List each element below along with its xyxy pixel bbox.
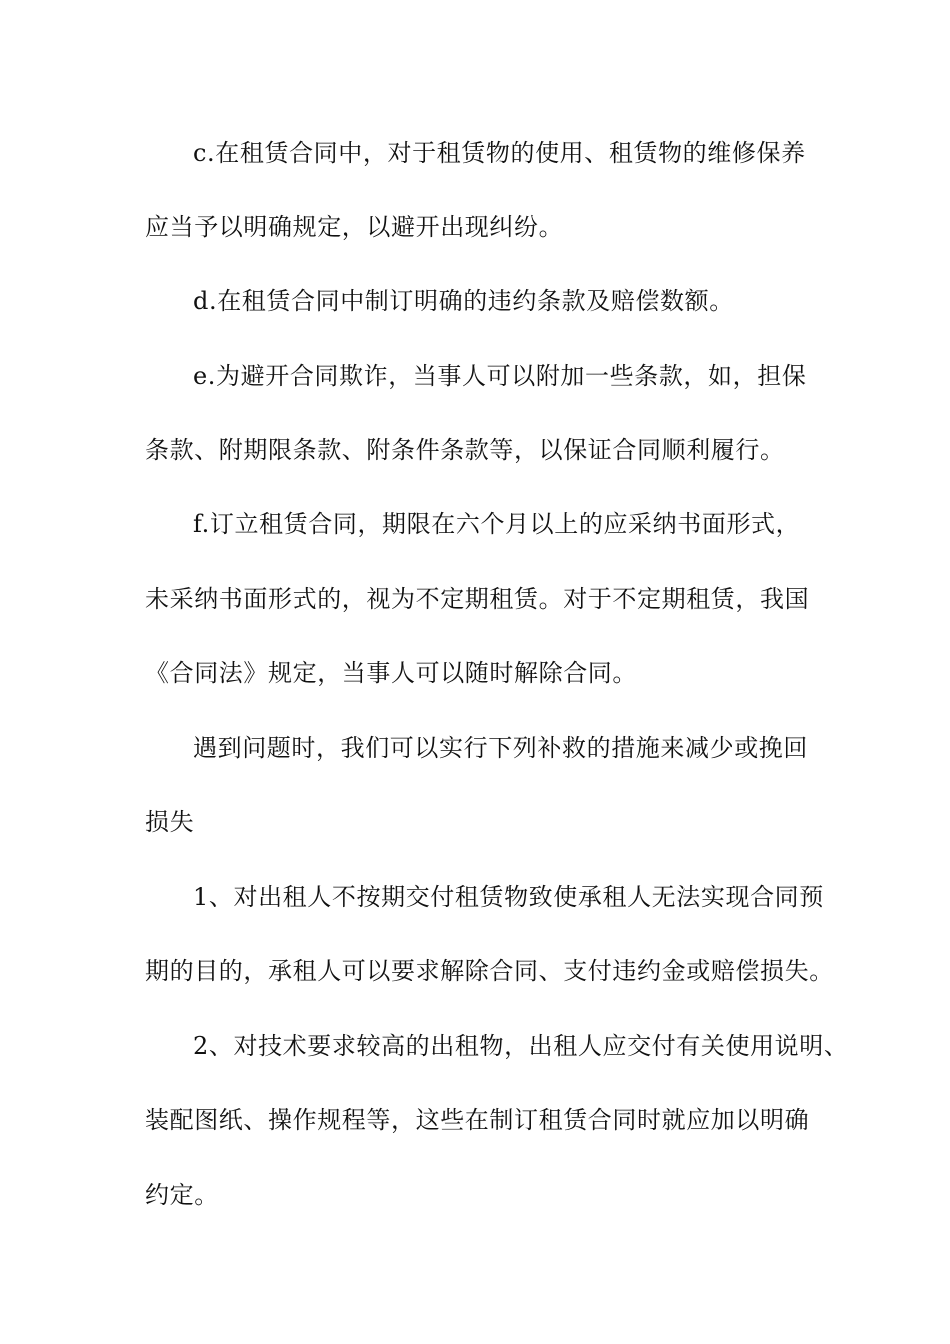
paragraph-item-1-line-2: 期的目的，承租人可以要求解除合同、支付违约金或赔偿损失。 — [145, 957, 834, 985]
paragraph-remedy-intro-line-2: 损失 — [145, 808, 195, 836]
paragraph-f-line-1: f.订立租赁合同，期限在六个月以上的应采纳书面形式， — [193, 510, 801, 538]
paragraph-f-line-3: 《合同法》规定，当事人可以随时解除合同。 — [145, 659, 637, 687]
paragraph-remedy-intro-line-1: 遇到问题时，我们可以实行下列补救的措施来减少或挽回 — [193, 734, 808, 762]
paragraph-e-line-1: e.为避开合同欺诈，当事人可以附加一些条款，如，担保 — [193, 362, 807, 390]
paragraph-item-2-line-2: 装配图纸、操作规程等，这些在制订租赁合同时就应加以明确 — [145, 1106, 810, 1134]
paragraph-e-line-2: 条款、附期限条款、附条件条款等，以保证合同顺利履行。 — [145, 436, 785, 464]
paragraph-item-2-line-3: 约定。 — [145, 1181, 219, 1209]
paragraph-c-line-2: 应当予以明确规定，以避开出现纠纷。 — [145, 213, 564, 241]
paragraph-f-line-2: 未采纳书面形式的，视为不定期租赁。对于不定期租赁，我国 — [145, 585, 810, 613]
paragraph-item-1-line-1: 1、对出租人不按期交付租赁物致使承租人无法实现合同预 — [193, 883, 824, 911]
paragraph-c-line-1: c.在租赁合同中，对于租赁物的使用、租赁物的维修保养 — [193, 139, 806, 167]
paragraph-item-2-line-1: 2、对技术要求较高的出租物，出租人应交付有关使用说明、 — [193, 1032, 849, 1060]
paragraph-d-line-1: d.在租赁合同中制订明确的违约条款及赔偿数额。 — [193, 287, 734, 315]
